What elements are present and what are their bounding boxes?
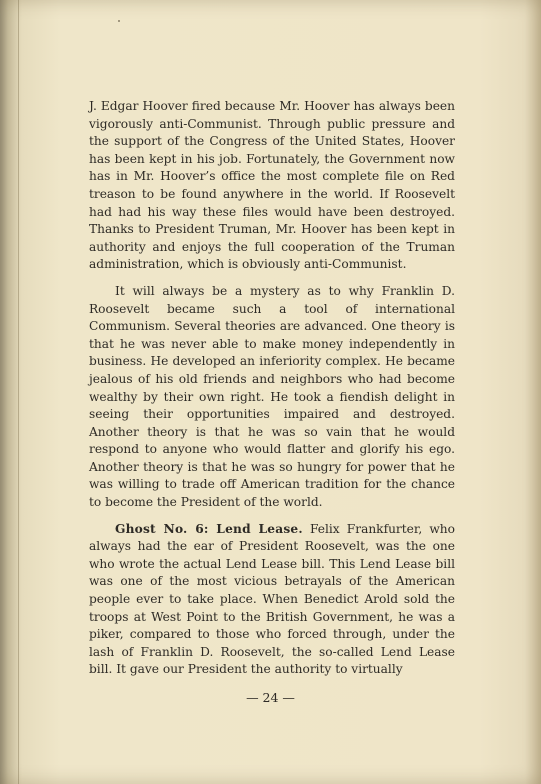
- paragraph-text: It will always be a mystery as to why Franklin D. Roosevelt became such a tool of international Communism. Several theories are advanced. One theory is that he was never able to make money independently in business. He developed an inferiority complex. He became jealous of his old friends and neighbors who had become wealthy by their own right. He took a fiendish delight in seeing their opportunities impaired and destroyed. Another theory is that he was so vain that he would respond to anyone who would flatter and glorify his ego. Another theory is that he was so hungry for power that he was willing to trade off American tradition for the chance to become the President of the world.: [89, 283, 455, 510]
- paragraph-text: J. Edgar Hoover fired because Mr. Hoover has always been vigorously anti-Communist. Through public pressure and the support of the Congress of the United States, Hoover has been kept in his job. Fortunately, the Government now has in Mr. Hoover’s office the most complete file on Red treason to be found anywhere in the world. If Roosevelt had had his way these files would have been destroyed. Thanks to President Truman, Mr. Hoover has been kept in authority and enjoys the full cooperation of the Truman administration, which is obviously anti-Communist.: [89, 99, 455, 272]
- paragraph-text: Felix Frankfurter, who always had the ear of President Roosevelt, was the one who wrote the actual Lend Lease bill. This Lend Lease bill was one of the most vicious betrayals of the American people ever to take place. When Benedict Arold sold the troops at West Point to the British Government, he was a piker, compared to those who forced through, under the lash of Franklin D. Roosevelt, the so-called Lend Lease bill. It gave our President the authority to virtually: [89, 521, 455, 677]
- paragraph-hoover: [89, 98, 455, 274]
- section-heading: Ghost No. 6: Lend Lease.: [115, 521, 303, 536]
- paper-speck: [118, 20, 120, 22]
- paragraph-roosevelt-theories: [89, 283, 455, 512]
- page-number: — 24 —: [246, 690, 295, 705]
- body-text: [89, 98, 455, 688]
- paragraph-lend-lease: [89, 521, 455, 679]
